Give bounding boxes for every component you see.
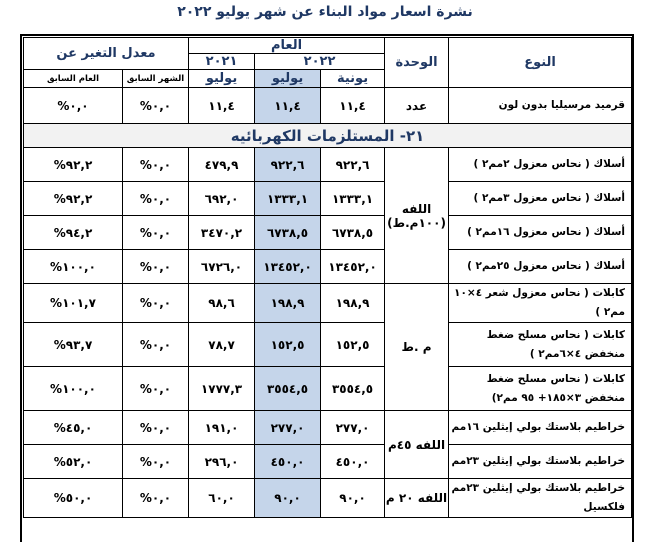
header-prev-year: العام السابق [24,70,123,88]
table-row [24,88,632,124]
item-name: أسلاك ( نحاس معزول ١٦مم٢ ) [449,216,632,250]
change-month: %٠,٠ [123,182,189,216]
change-month: %٠,٠ [123,250,189,284]
change-month: %٠,٠ [123,88,189,124]
table-row [24,284,632,323]
header-july-2022: يوليو [255,70,321,88]
price-july: ١٥٢,٥ [255,323,321,367]
change-year: %٩٤,٢ [24,216,123,250]
price-june: ٩٠,٠ [321,479,385,518]
price-2021: ١٩١,٠ [189,411,255,445]
price-june: ١٣٣٣,١ [321,182,385,216]
table-row [24,411,632,445]
change-year: %٥٢,٠ [24,445,123,479]
price-july: ٩٠,٠ [255,479,321,518]
item-name: خراطيم بلاستك بولي إيثلين ٢٣مم [449,445,632,479]
header-june: يونية [321,70,385,88]
item-name: قرميد مرسيليا بدون لون [449,88,632,124]
item-name: كابلات ( نحاس معزول شعر ٤×١٠ مم٢ ) [449,284,632,323]
price-june: ٤٥٠,٠ [321,445,385,479]
change-year: %٩٢,٢ [24,148,123,182]
change-year: %١٠٠,٠ [24,367,123,411]
change-year: %١٠٠,٠ [24,250,123,284]
price-2021: ٤٧٩,٩ [189,148,255,182]
price-july: ٦٧٣٨,٥ [255,216,321,250]
price-june: ٢٧٧,٠ [321,411,385,445]
item-unit: اللفه (١٠٠م.ط) [385,148,449,284]
change-month: %٠,٠ [123,411,189,445]
price-2021: ٦٠,٠ [189,479,255,518]
price-2021: ٦٧٢٦,٠ [189,250,255,284]
item-unit: م .ط [385,284,449,411]
header-unit: الوحدة [385,38,449,88]
page-title: نشرة اسعار مواد البناء عن شهر يوليو ٢٠٢٢ [177,4,473,20]
price-2021: ٢٩٦,٠ [189,445,255,479]
table-row [24,182,632,216]
change-month: %٠,٠ [123,323,189,367]
change-month: %٠,٠ [123,148,189,182]
header-year-2021: ٢٠٢١ [189,54,255,70]
section-title: ٢١- المستلزمات الكهربائيه [24,124,632,148]
price-july: ١٣٣٣,١ [255,182,321,216]
table-row [24,216,632,250]
price-table [23,37,632,518]
price-2021: ٣٤٧٠,٢ [189,216,255,250]
price-2021: ٩٨,٦ [189,284,255,323]
table-row [24,479,632,518]
table-row [24,445,632,479]
change-month: %٠,٠ [123,216,189,250]
item-name: خراطيم بلاستك بولي إيثلين ١٦مم [449,411,632,445]
item-unit: عدد [385,88,449,124]
header-year-2022: ٢٠٢٢ [255,54,385,70]
change-month: %٠,٠ [123,479,189,518]
price-july: ١١,٤ [255,88,321,124]
change-month: %٠,٠ [123,445,189,479]
price-2021: ٦٩٢,٠ [189,182,255,216]
price-july: ٤٥٠,٠ [255,445,321,479]
change-month: %٠,٠ [123,367,189,411]
price-july: ٣٥٥٤,٥ [255,367,321,411]
price-july: ١٣٤٥٢,٠ [255,250,321,284]
price-july: ٩٢٢,٦ [255,148,321,182]
table-row [24,323,632,367]
price-june: ٩٢٢,٦ [321,148,385,182]
price-2021: ٧٨,٧ [189,323,255,367]
price-june: ١٩٨,٩ [321,284,385,323]
price-july: ١٩٨,٩ [255,284,321,323]
change-month: %٠,٠ [123,284,189,323]
change-year: %٩٣,٧ [24,323,123,367]
item-name: خراطيم بلاستك بولي إيثلين ٢٣مم فلكسيل [449,479,632,518]
change-year: %٥٠,٠ [24,479,123,518]
change-year: %٩٢,٢ [24,182,123,216]
item-name: كابلات ( نحاس مسلح ضغط منخفض ٣×١٨٥+ ٩٥ مم٢) [449,367,632,411]
header-type: النوع [449,38,632,88]
price-june: ٦٧٣٨,٥ [321,216,385,250]
table-row [24,250,632,284]
item-name: أسلاك ( نحاس معزول ٢٥مم٢ ) [449,250,632,284]
price-2021: ١٧٧٧,٣ [189,367,255,411]
price-june: ١١,٤ [321,88,385,124]
item-unit: اللفه ٢٠ م [385,479,449,518]
change-year: %٠,٠ [24,88,123,124]
price-june: ١٣٤٥٢,٠ [321,250,385,284]
header-prev-month: الشهر السابق [123,70,189,88]
header-july-2021: يوليو [189,70,255,88]
header-change-rate: معدل التغير عن [24,38,189,70]
change-year: %٤٥,٠ [24,411,123,445]
item-name: كابلات ( نحاس مسلح ضغط منخفض ٤×٦مم٢ ) [449,323,632,367]
item-name: أسلاك ( نحاس معزول ٣مم٢ ) [449,182,632,216]
item-unit: اللفه ٤٥م [385,411,449,479]
price-june: ١٥٢,٥ [321,323,385,367]
item-name: أسلاك ( نحاس معزول ٢مم٢ ) [449,148,632,182]
table-row [24,148,632,182]
table-row [24,367,632,411]
header-year: العام [189,38,385,54]
price-june: ٣٥٥٤,٥ [321,367,385,411]
change-year: %١٠١,٧ [24,284,123,323]
price-2021: ١١,٤ [189,88,255,124]
price-july: ٢٧٧,٠ [255,411,321,445]
